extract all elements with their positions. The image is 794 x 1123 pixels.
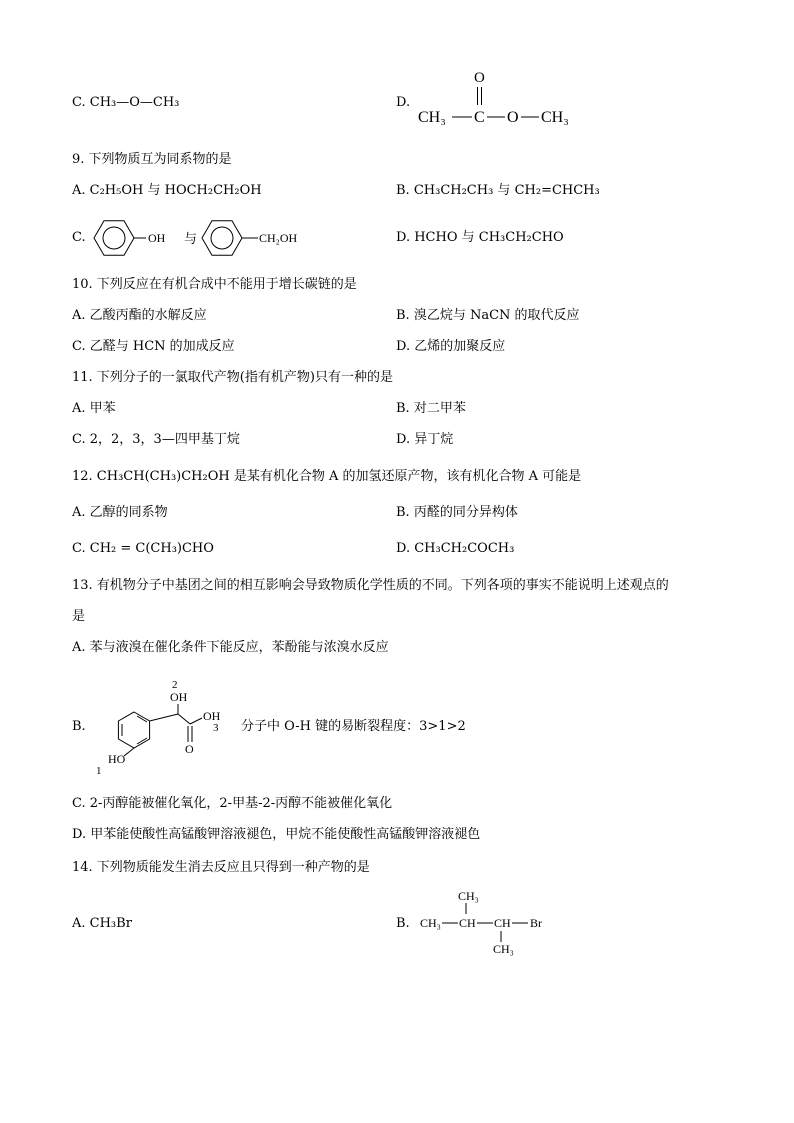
q11-option-b: B. 对二甲苯 — [396, 401, 466, 416]
q14-option-b-structure — [418, 886, 568, 956]
carbonyl-oxygen: O — [474, 70, 485, 86]
label-1: 1 — [96, 765, 102, 777]
q13-stem-line1: 13. 有机物分子中基团之间的相互影响会导致物质化学性质的不同。下列各项的事实不能说明上述观点的 — [72, 578, 669, 593]
q11-option-a: A. 甲苯 — [72, 401, 116, 416]
q13-option-b-letter: B. — [72, 719, 86, 734]
q13-option-a: A. 苯与液溴在催化条件下能反应，苯酚能与浓溴水反应 — [72, 640, 389, 655]
q13-option-b-structure — [92, 676, 252, 776]
q10-stem: 10. 下列反应在有机合成中不能用于增长碳链的是 — [72, 277, 357, 292]
q11-option-d: D. 异丁烷 — [396, 432, 454, 447]
q9-stem: 9. 下列物质互为同系物的是 — [72, 152, 232, 167]
q8-option-d-letter: D. — [396, 95, 411, 110]
q9-option-c-structures — [88, 214, 318, 262]
right-methyl: CH₃ — [541, 109, 569, 126]
with-text: 与 — [184, 231, 198, 246]
q11-option-c: C. 2，2，3，3—四甲基丁烷 — [72, 432, 240, 447]
label-2: 2 — [172, 679, 178, 691]
q10-option-a: A. 乙酸丙酯的水解反应 — [72, 308, 207, 323]
bromine: Br — [530, 916, 542, 930]
q9-option-c-letter: C. — [72, 230, 86, 245]
q10-option-d: D. 乙烯的加聚反应 — [396, 339, 506, 354]
q14-option-a: A. CH₃Br — [72, 916, 132, 931]
q9-option-d: D. HCHO 与 CH₃CH₂CHO — [396, 230, 564, 245]
top-oh: OH — [170, 690, 188, 704]
carbonyl-o: O — [185, 742, 194, 756]
ester-oxygen: O — [507, 109, 519, 126]
bottom-methyl: CH₃ — [493, 942, 514, 956]
benzyl-ring — [202, 221, 242, 256]
q13-option-d: D. 甲苯能使酸性高锰酸钾溶液褪色，甲烷不能使酸性高锰酸钾溶液褪色 — [72, 827, 481, 842]
phenol-oh: OH — [148, 231, 166, 245]
q14-stem: 14. 下列物质能发生消去反应且只得到一种产物的是 — [72, 860, 370, 875]
q12-stem: 12. CH₃CH(CH₃)CH₂OH 是某有机化合物 A 的加氢还原产物，该有机化合物 A 可能是 — [72, 469, 582, 484]
carbonyl-carbon: C — [474, 109, 485, 126]
q10-option-b: B. 溴乙烷与 NaCN 的取代反应 — [396, 308, 580, 323]
benzyl-ch2oh: CH₂OH — [259, 231, 298, 245]
phenol-ring — [94, 221, 134, 256]
label-3: 3 — [213, 722, 219, 734]
q14-option-b-letter: B. — [396, 916, 410, 931]
left-methyl: CH₃ — [418, 109, 446, 126]
q12-option-b: B. 丙醛的同分异构体 — [396, 505, 518, 520]
acid-oh: OH — [203, 709, 221, 723]
top-methyl: CH₃ — [458, 889, 479, 903]
q12-option-d: D. CH₃CH₂COCH₃ — [396, 541, 515, 556]
q13-option-b-text: 分子中 O-H 键的易断裂程度：3>1>2 — [241, 719, 466, 734]
left-methyl: CH₃ — [420, 916, 441, 930]
q13-option-c: C. 2-丙醇能被催化氧化，2-甲基-2-丙醇不能被催化氧化 — [72, 796, 393, 811]
q13-stem-line2: 是 — [72, 609, 86, 624]
q12-option-c: C. CH₂ = C(CH₃)CHO — [72, 541, 214, 556]
ch-b: CH — [494, 916, 511, 930]
q8-option-c: C. CH₃—O—CH₃ — [72, 95, 180, 110]
phenyl-ring — [118, 712, 149, 748]
ch-a: CH — [459, 916, 476, 930]
q9-option-a: A. C₂H₅OH 与 HOCH₂CH₂OH — [72, 183, 262, 198]
q9-option-b: B. CH₃CH₂CH₃ 与 CH₂=CHCH₃ — [396, 183, 600, 198]
q12-option-a: A. 乙醇的同系物 — [72, 505, 168, 520]
q11-stem: 11. 下列分子的一氯取代产物(指有机产物)只有一种的是 — [72, 370, 393, 385]
q8-option-d-structure — [410, 66, 590, 128]
phenol-ho: HO — [108, 752, 126, 766]
q10-option-c: C. 乙醛与 HCN 的加成反应 — [72, 339, 235, 354]
